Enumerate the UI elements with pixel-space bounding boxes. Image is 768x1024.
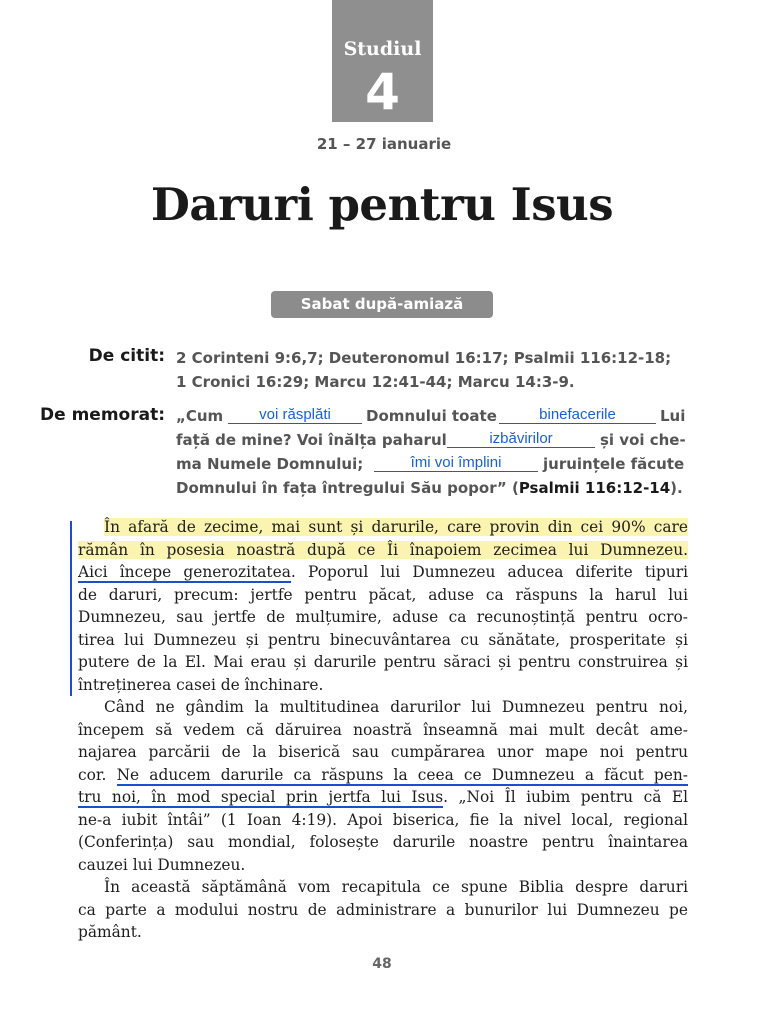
body-line: tru noi, în mod special prin jertfa lui Isus. „Noi Îl iubim pentru că El bbox=[78, 788, 688, 806]
body-line: pământ. bbox=[78, 923, 142, 941]
study-number: 4 bbox=[365, 63, 400, 121]
sabbath-badge: Sabat după-amiază bbox=[271, 291, 493, 318]
fill-blank-1[interactable]: voi răsplăti bbox=[228, 405, 362, 424]
memory-text: „Cum bbox=[176, 407, 224, 425]
memory-text: Domnului în fața întregului Său popor” (Psalmii 116:12-14). bbox=[176, 479, 683, 497]
memory-text: ma Numele Domnului; bbox=[176, 455, 364, 473]
body-line: Când ne gândim la multitudinea darurilor lui Dumnezeu pentru noi, bbox=[104, 698, 688, 716]
body-text bbox=[78, 516, 688, 944]
body-line: (Conferința) sau mondial, folosește darurile noastre pentru înaintarea bbox=[78, 833, 688, 851]
page-number: 48 bbox=[372, 956, 392, 972]
memory-text: față de mine? Voi înălța paharul bbox=[176, 431, 447, 449]
study-label: Studiul bbox=[343, 38, 422, 60]
underlined-text: tru noi, în mod special prin jertfa lui Isus bbox=[78, 788, 444, 806]
memory-line-2 bbox=[176, 429, 688, 453]
body-line: cor. Ne aducem darurile ca răspuns la ceea ce Dumnezeu a făcut pen- bbox=[78, 765, 688, 784]
memory-text: Lui bbox=[660, 407, 686, 425]
reading-references bbox=[176, 346, 690, 394]
body-line: de daruri, precum: jertfe pentru păcat, aduse ca răspuns la harul lui bbox=[78, 585, 688, 604]
study-number-box bbox=[332, 0, 433, 122]
body-line: putere de la El. Mai erau și darurile pentru săraci și pentru construirea și bbox=[78, 653, 688, 671]
margin-highlight-bar bbox=[70, 521, 72, 696]
date-range: 21 – 27 ianuarie bbox=[316, 135, 452, 153]
body-line: rămân în posesia noastră după ce Îi înapoiem zecimea lui Dumnezeu. bbox=[78, 540, 688, 559]
body-line: Aici începe generozitatea. Poporul lui Dumnezeu aducea diferite tipuri bbox=[78, 563, 688, 581]
body-line: najarea parcării de la biserică sau cumpărarea unor mape noi pentru bbox=[78, 743, 688, 761]
body-line: ne-a iubit întâi” (1 Ioan 4:19). Apoi biserica, fie la nivel local, regional bbox=[78, 810, 688, 829]
memory-label: De memorat: bbox=[40, 405, 165, 425]
memory-reference: Psalmii 116:12-14 bbox=[518, 479, 671, 497]
body-line: În afară de zecime, mai sunt și darurile, care provin din cei 90% care bbox=[104, 518, 688, 536]
memory-line-1 bbox=[176, 405, 688, 429]
fill-blank-4[interactable]: îmi voi împlini bbox=[374, 453, 538, 472]
body-line: întreținerea casei de închinare. bbox=[78, 675, 324, 694]
body-line: tirea lui Dumnezeu și pentru binecuvântarea cu sănătate, prosperitate și bbox=[78, 630, 688, 649]
body-line: începem să vedem că dăruirea noastră înseamnă mai mult decât ame- bbox=[78, 720, 688, 739]
page-title: Daruri pentru Isus bbox=[150, 178, 614, 231]
underlined-text: Aici începe generozitatea bbox=[78, 563, 291, 581]
body-line: ca parte a modului nostru de administrare a bunurilor lui Dumnezeu pe bbox=[78, 900, 688, 919]
fill-blank-2[interactable]: binefacerile bbox=[499, 405, 656, 424]
body-line: Dumnezeu, sau jertfe de mulțumire, aduse ca recunoștință pentru ocro- bbox=[78, 608, 688, 626]
memory-text: Domnului toate bbox=[366, 407, 497, 425]
reading-line-2: 1 Cronici 16:29; Marcu 12:41-44; Marcu 14:3-9. bbox=[176, 373, 575, 391]
fill-blank-3[interactable]: izbăvirilor bbox=[447, 429, 595, 448]
body-line: În această săptămână vom recapitula ce spune Biblia despre daruri bbox=[104, 878, 688, 896]
reading-line-1: 2 Corinteni 9:6,7; Deuteronomul 16:17; Psalmii 116:12-18; bbox=[176, 349, 672, 367]
memory-text: și voi che- bbox=[600, 431, 686, 449]
body-line: cauzei lui Dumnezeu. bbox=[78, 855, 246, 874]
reading-label: De citit: bbox=[88, 346, 165, 366]
memory-text: juruințele făcute bbox=[543, 455, 685, 473]
memory-line-3 bbox=[176, 453, 688, 477]
memory-line-4 bbox=[176, 477, 688, 501]
underlined-text: Ne aducem darurile ca răspuns la ceea ce Dumnezeu a făcut pen- bbox=[116, 765, 688, 784]
